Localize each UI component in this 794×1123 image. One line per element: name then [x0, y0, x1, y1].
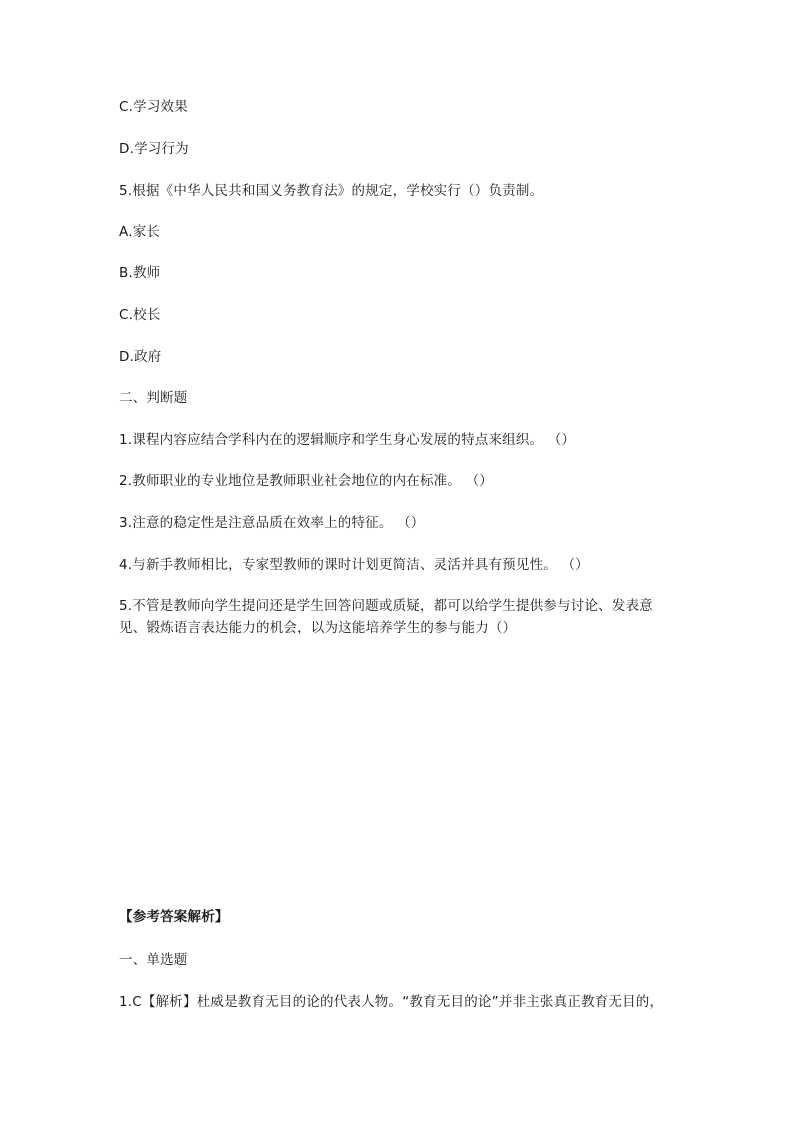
- answer-item-1: 1.C【解析】杜威是教育无目的论的代表人物。“教育无目的论”并非主张真正教育无目的，: [119, 994, 664, 1010]
- option-d-learning-behavior: D.学习行为: [119, 141, 189, 157]
- judgment-item-1: 1.课程内容应结合学科内在的逻辑顺序和学生身心发展的特点来组织。 （）: [119, 432, 576, 448]
- question-5-option-d: D.政府: [119, 349, 162, 365]
- answer-single-choice-heading: 一、单选题: [119, 952, 188, 968]
- question-5-option-a: A.家长: [119, 224, 161, 240]
- judgment-item-2: 2.教师职业的专业地位是教师职业社会地位的内在标准。 （）: [119, 473, 493, 489]
- question-5-option-b: B.教师: [119, 265, 161, 281]
- judgment-item-3: 3.注意的稳定性是注意品质在效率上的特征。 （）: [119, 515, 425, 531]
- answer-key-heading: 【参考答案解析】: [119, 909, 229, 925]
- judgment-item-4: 4.与新手教师相比，专家型教师的课时计划更简洁、灵活并具有预见性。 （）: [119, 557, 589, 573]
- judgment-section-heading: 二、判断题: [119, 390, 188, 406]
- question-5-option-c: C.校长: [119, 307, 161, 323]
- question-5-stem: 5.根据《中华人民共和国义务教育法》的规定，学校实行（）负责制。: [119, 183, 544, 199]
- judgment-item-5: 5.不管是教师向学生提问还是学生回答问题或质疑，都可以给学生提供参与讨论、发表意见、锻炼语言表达能力的机会，以为这能培养学生的参与能力（）: [119, 598, 653, 636]
- option-c-learning-effect: C.学习效果: [119, 99, 188, 115]
